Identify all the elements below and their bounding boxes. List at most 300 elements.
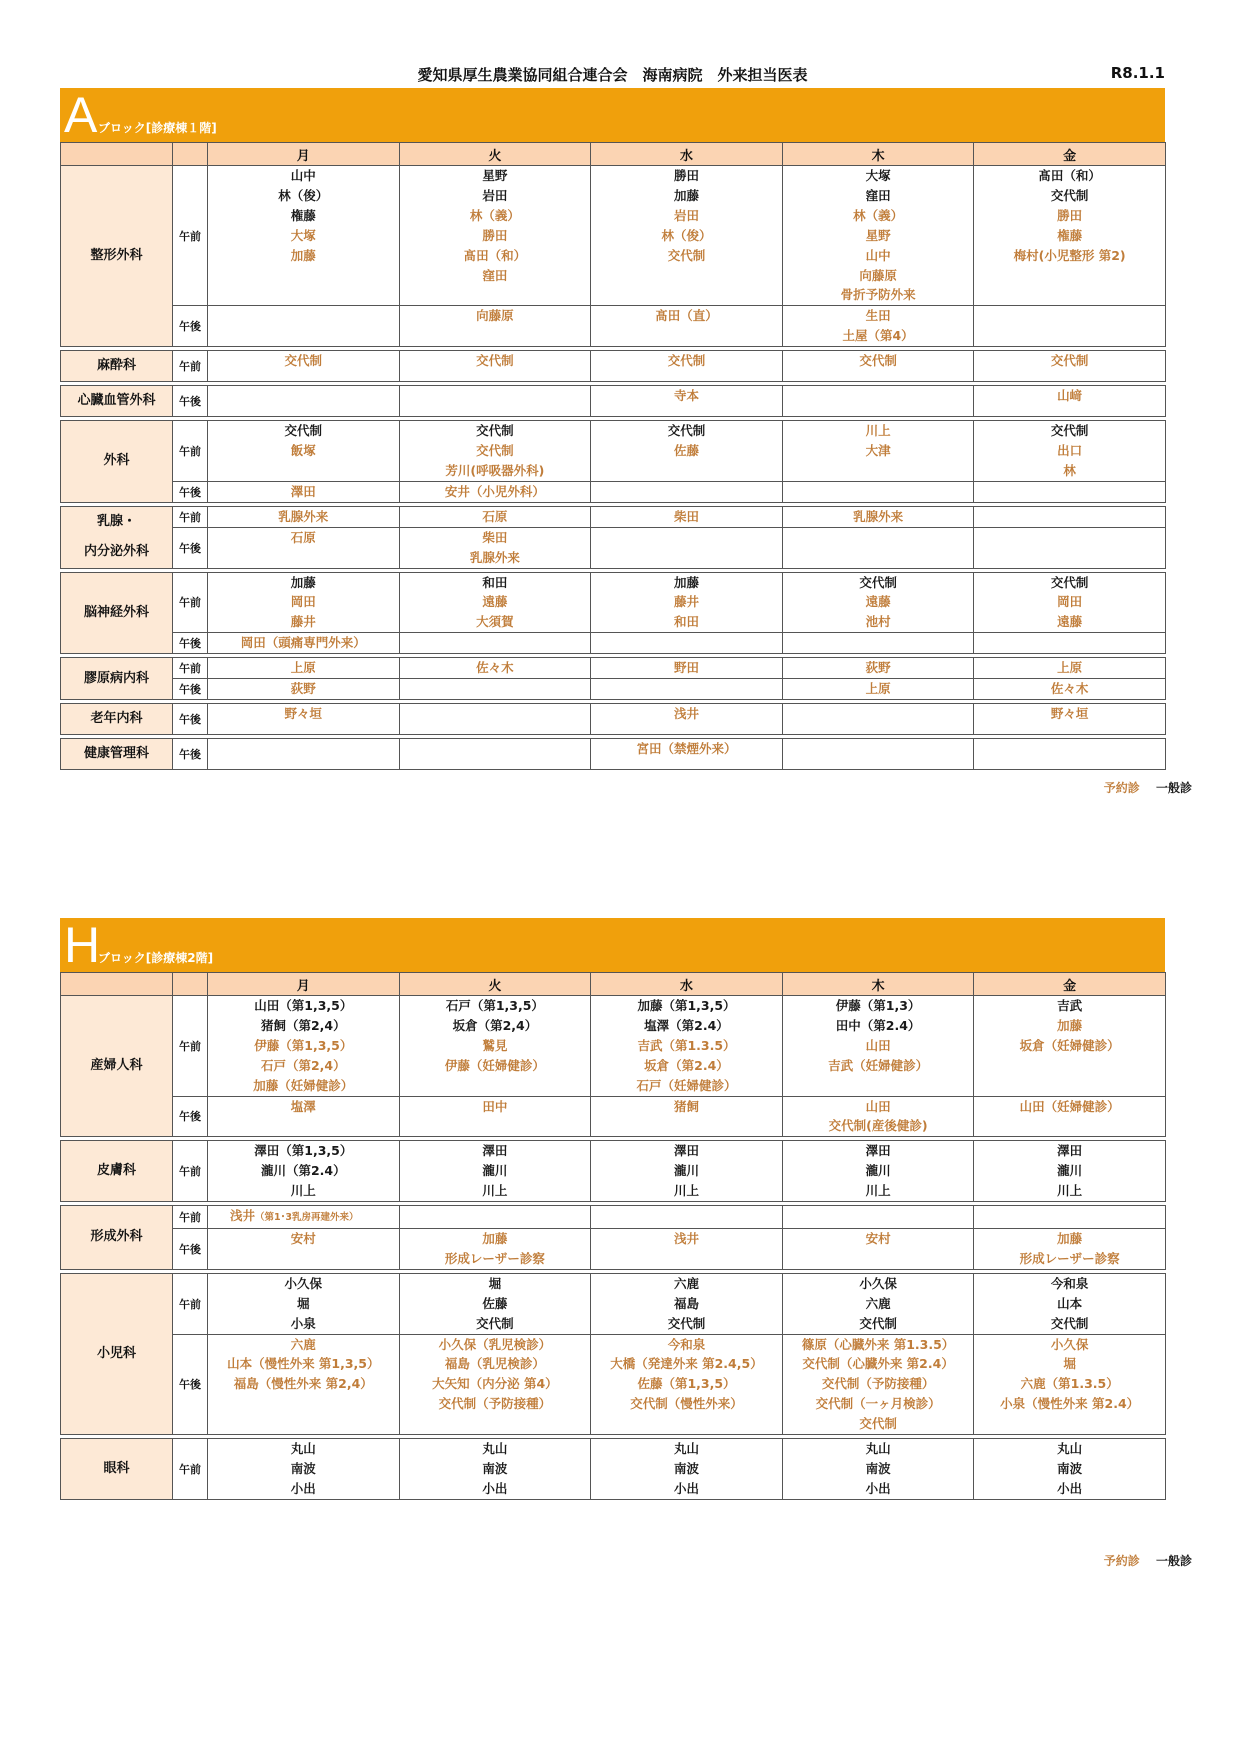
doctor-cell (974, 506, 1166, 527)
doctor-cell (208, 166, 400, 306)
department-name-line: 形成外科 (90, 1229, 143, 1245)
doctor-cell (974, 633, 1166, 654)
session-label: 午前 (173, 658, 208, 679)
general-doctor: 小泉 (290, 1315, 316, 1331)
doctor-cell (782, 481, 974, 502)
session-label: 午前 (173, 351, 208, 382)
doctor-cell (782, 166, 974, 306)
reserved-doctor: 芳川(呼吸器外科) (445, 462, 545, 478)
doctor-cell (399, 306, 591, 347)
reserved-doctor: 塩澤 (290, 1098, 316, 1114)
doctor-cell (782, 1334, 974, 1435)
reserved-doctor: 乳腺外来 (469, 549, 520, 565)
department-name-line: 眼科 (103, 1460, 130, 1476)
doctor-cell (591, 996, 783, 1097)
doctor-cell (974, 1096, 1166, 1137)
doctor-cell (399, 386, 591, 417)
revision-date: R8.1.1 (1110, 64, 1165, 82)
department-name (61, 1206, 173, 1270)
reserved-doctor: 池村 (865, 614, 891, 630)
doctor-cell (208, 1273, 400, 1334)
doctor-cell (399, 421, 591, 482)
legend-general: 一般診 (1155, 1554, 1192, 1568)
reserved-doctor: 乳腺外来 (278, 508, 329, 524)
day-header: 水 (591, 143, 783, 166)
session-label: 午前 (173, 572, 208, 633)
general-doctor: 伊藤（第1,3） (835, 998, 921, 1013)
reserved-doctor: 大橋（発達外来 第2.4,5） (610, 1356, 763, 1372)
reserved-doctor: 交代制 (284, 353, 323, 369)
schedule-row (61, 1141, 1166, 1202)
doctor-cell (974, 658, 1166, 679)
general-doctor: 瀧川 (673, 1163, 699, 1179)
doctor-cell (974, 738, 1166, 769)
general-doctor: 南波 (673, 1460, 699, 1476)
doctor-cell (591, 572, 783, 633)
department-name (61, 658, 173, 700)
reserved-doctor: 飯塚 (290, 443, 316, 459)
reserved-doctor: 加藤 (1057, 1017, 1083, 1033)
reserved-doctor: 交代制 (859, 1416, 897, 1432)
reserved-doctor: 交代制（一ヶ月検診） (815, 1396, 941, 1412)
session-label: 午後 (173, 306, 208, 347)
reserved-doctor: 山田 (865, 1098, 891, 1114)
reserved-doctor: 田中 (482, 1098, 508, 1114)
reserved-doctor: 佐々木 (1050, 681, 1089, 697)
general-doctor: 瀧川 (865, 1163, 891, 1179)
doctor-cell (591, 166, 783, 306)
general-doctor: 田中（第2.4） (835, 1017, 921, 1033)
doctor-cell (782, 506, 974, 527)
doctor-cell (782, 703, 974, 734)
reserved-doctor: 六鹿 (290, 1336, 316, 1352)
department-name (61, 1141, 173, 1202)
general-doctor: 交代制 (1050, 1315, 1089, 1331)
general-doctor: 南波 (1057, 1460, 1083, 1476)
doctor-cell (591, 306, 783, 347)
page-title: 愛知県厚生農業協同組合連合会 海南病院 外来担当医表 (417, 66, 808, 84)
department-name (61, 572, 173, 654)
doctor-cell (208, 306, 400, 347)
general-doctor: 加藤 (290, 574, 316, 590)
session-label: 午後 (173, 386, 208, 417)
doctor-cell (782, 1273, 974, 1334)
reserved-doctor: 交代制(産後健診) (828, 1118, 928, 1134)
reserved-doctor: 交代制 (859, 353, 897, 369)
department-name-line: 産婦人科 (90, 1058, 143, 1074)
reserved-doctor: 寺本 (673, 388, 699, 404)
doctor-cell (208, 527, 400, 568)
general-doctor: 加藤（第1,3,5） (637, 998, 736, 1013)
session-label: 午後 (173, 1334, 208, 1435)
reserved-doctor: 林（義） (853, 207, 904, 223)
reserved-doctor: 岡田（頭痛専門外来） (240, 635, 366, 651)
reserved-doctor: 和田 (673, 614, 699, 630)
reserved-doctor: 加藤 (290, 247, 316, 263)
doctor-cell (974, 527, 1166, 568)
doctor-cell (974, 703, 1166, 734)
reserved-doctor: 向藤原 (859, 267, 897, 283)
doctor-cell (208, 481, 400, 502)
day-header: 水 (591, 973, 783, 996)
block-subtitle: ブロック[診療棟１階] (98, 121, 217, 135)
reserved-doctor: 山﨑 (1057, 388, 1083, 404)
doctor-cell (399, 1334, 591, 1435)
general-doctor: 交代制 (667, 423, 706, 439)
reserved-doctor: 野田 (673, 660, 699, 676)
session-label: 午前 (173, 1273, 208, 1334)
doctor-cell (399, 1228, 591, 1269)
department-name-line: 膠原病内科 (83, 670, 149, 686)
reserved-doctor: 交代制（予防接種） (438, 1396, 552, 1412)
reserved-doctor: 石戸（第2,4） (260, 1057, 346, 1073)
general-doctor: 佐藤 (482, 1295, 508, 1311)
department-name (61, 738, 173, 769)
doctor-cell (974, 481, 1166, 502)
doctor-cell (208, 1439, 400, 1500)
general-doctor: 澤田 (673, 1143, 699, 1159)
doctor-cell (591, 1228, 783, 1269)
reserved-doctor: 大須賀 (476, 614, 514, 630)
reserved-doctor: 佐々木 (476, 660, 514, 676)
doctor-cell (399, 527, 591, 568)
doctor-cell (782, 527, 974, 568)
general-doctor: 丸山 (673, 1441, 699, 1457)
reserved-doctor: 浅井 (673, 1230, 699, 1246)
doctor-cell (208, 996, 400, 1097)
general-doctor: 猪飼（第2,4） (260, 1017, 346, 1033)
general-doctor: 権藤 (290, 207, 316, 223)
general-doctor: 丸山 (482, 1441, 508, 1457)
session-label: 午後 (173, 1228, 208, 1269)
reserved-doctor: 伊藤（妊婦健診） (444, 1057, 545, 1073)
reserved-doctor: 遠藤 (482, 594, 508, 610)
doctor-cell (399, 572, 591, 633)
day-header: 金 (974, 973, 1166, 996)
department-name-line: 健康管理科 (83, 745, 149, 761)
reserved-doctor: 形成レーザー診察 (1019, 1250, 1120, 1266)
reserved-doctor: 岡田 (1057, 594, 1083, 610)
general-doctor: 小出 (482, 1480, 508, 1496)
doctor-cell (782, 351, 974, 382)
doctor-cell (591, 421, 783, 482)
doctor-cell (974, 679, 1166, 700)
general-doctor: 交代制 (476, 1315, 514, 1331)
schedule-row (61, 506, 1166, 527)
department-name-line: 麻酔科 (96, 358, 136, 374)
reserved-doctor: 川上 (865, 423, 891, 439)
department-name-line: 整形外科 (90, 248, 143, 264)
doctor-cell (782, 572, 974, 633)
day-header: 木 (782, 143, 974, 166)
general-doctor: 交代制 (859, 574, 897, 590)
schedule-row (61, 679, 1166, 700)
reserved-doctor: 柴田 (482, 529, 508, 545)
doctor-cell (591, 679, 783, 700)
doctor-cell (591, 1334, 783, 1435)
reserved-doctor: 大津 (865, 443, 891, 459)
general-doctor: 星野 (482, 168, 508, 183)
block-banner (60, 88, 1165, 142)
reserved-doctor: 向藤原 (476, 308, 514, 324)
reserved-doctor: 浅井（第1･3乳房再建外来） (230, 1208, 359, 1224)
schedule-row (61, 572, 1166, 633)
reserved-doctor: 林 (1063, 462, 1076, 478)
doctor-cell (399, 703, 591, 734)
block-a (60, 88, 1165, 770)
schedule-row (61, 738, 1166, 769)
doctor-cell (399, 1096, 591, 1137)
schedule-row (61, 1206, 1166, 1229)
general-doctor: 加藤 (673, 187, 699, 203)
reserved-doctor: 安井（小児外科） (444, 483, 545, 499)
reserved-doctor: 交代制（心臓外来 第2.4） (802, 1356, 954, 1372)
header-corner (61, 973, 173, 996)
doctor-cell (591, 1206, 783, 1229)
reserved-doctor: 遠藤 (865, 594, 891, 610)
general-doctor: 山本 (1057, 1295, 1083, 1311)
schedule-row (61, 386, 1166, 417)
doctor-cell (591, 703, 783, 734)
reserved-doctor: 勝田 (1057, 207, 1083, 223)
doctor-cell (974, 1228, 1166, 1269)
schedule-row (61, 421, 1166, 482)
reserved-doctor: 交代制（慢性外来） (630, 1396, 743, 1412)
day-header: 月 (208, 973, 400, 996)
doctor-cell (974, 996, 1166, 1097)
reserved-doctor: 交代制 (667, 353, 706, 369)
department-name-line: 皮膚科 (96, 1163, 136, 1179)
doctor-cell (782, 386, 974, 417)
reserved-doctor: 猪飼 (673, 1098, 699, 1114)
reserved-doctor: 福島（乳児検診） (444, 1356, 545, 1372)
session-label: 午後 (173, 679, 208, 700)
schedule-table (60, 972, 1166, 1500)
general-doctor: 坂倉（第2,4） (452, 1017, 538, 1033)
reserved-doctor: 大塚 (290, 227, 316, 243)
schedule-row (61, 1334, 1166, 1435)
session-label: 午後 (173, 633, 208, 654)
doctor-cell (974, 351, 1166, 382)
general-doctor: 窪田 (865, 187, 891, 203)
reserved-doctor: 伊藤（第1,3,5） (254, 1037, 353, 1053)
doctor-cell (782, 738, 974, 769)
doctor-cell (591, 351, 783, 382)
doctor-cell (591, 1439, 783, 1500)
reserved-doctor: 篠原（心臓外来 第1.3.5） (801, 1336, 955, 1352)
day-header: 火 (399, 973, 591, 996)
reserved-doctor: 吉武（妊婦健診） (828, 1057, 929, 1073)
general-doctor: 澤田（第1,3,5） (254, 1143, 353, 1159)
doctor-cell (974, 386, 1166, 417)
doctor-cell (591, 1096, 783, 1137)
reserved-doctor: 藤井 (290, 614, 316, 630)
department-name-line: 小児科 (96, 1345, 136, 1361)
general-doctor: 澤田 (1057, 1143, 1083, 1159)
reserved-doctor: 荻野 (865, 660, 891, 676)
reserved-doctor: 髙田（直） (655, 308, 718, 324)
reserved-doctor: 上原 (290, 660, 316, 676)
reserved-doctor: 髙田（和） (463, 247, 527, 263)
general-doctor: 岩田 (482, 187, 508, 203)
schedule-row (61, 658, 1166, 679)
legend-general: 一般診 (1155, 781, 1192, 795)
reserved-doctor: 佐藤 (673, 443, 699, 459)
doctor-cell (974, 306, 1166, 347)
reserved-doctor: 六鹿（第1.3.5） (1020, 1376, 1119, 1392)
doctor-cell (399, 1141, 591, 1202)
legend-a (1104, 779, 1192, 796)
doctor-cell (399, 351, 591, 382)
reserved-doctor: 安村 (290, 1230, 316, 1246)
general-doctor: 南波 (290, 1460, 316, 1476)
reserved-doctor: 福島（慢性外来 第2,4） (233, 1376, 373, 1392)
doctor-cell (974, 1439, 1166, 1500)
day-header-row (61, 143, 1166, 166)
general-doctor: 加藤 (673, 574, 699, 590)
doctor-cell (782, 679, 974, 700)
general-doctor: 川上 (673, 1183, 699, 1199)
doctor-cell (208, 703, 400, 734)
reserved-doctor: 遠藤 (1057, 614, 1083, 630)
doctor-cell (208, 506, 400, 527)
doctor-cell (782, 1206, 974, 1229)
day-header: 火 (399, 143, 591, 166)
schedule-row (61, 306, 1166, 347)
doctor-cell (208, 1096, 400, 1137)
reserved-doctor: 交代制 (476, 353, 514, 369)
reserved-doctor: 交代制 (1050, 353, 1089, 369)
doctor-cell (208, 633, 400, 654)
page-header (60, 64, 1165, 86)
reserved-doctor: 藤井 (673, 594, 699, 610)
doctor-cell (399, 633, 591, 654)
doctor-cell (208, 386, 400, 417)
doctor-cell (974, 421, 1166, 482)
session-label: 午前 (173, 506, 208, 527)
doctor-cell (782, 421, 974, 482)
schedule-row (61, 527, 1166, 568)
doctor-cell (208, 1334, 400, 1435)
general-doctor: 堀 (488, 1275, 502, 1291)
department-name-line: 心臓血管外科 (77, 393, 156, 409)
reserved-doctor: 骨折予防外来 (840, 287, 916, 303)
legend-h (1104, 1552, 1192, 1569)
doctor-cell (591, 633, 783, 654)
header-time-corner (173, 973, 208, 996)
general-doctor: 福島 (673, 1295, 699, 1311)
doctor-cell (782, 996, 974, 1097)
reserved-doctor: 安村 (865, 1230, 891, 1246)
doctor-cell (399, 1206, 591, 1229)
reserved-doctor: 山中 (865, 247, 891, 263)
schedule-row (61, 1096, 1166, 1137)
general-doctor: 今和泉 (1050, 1275, 1089, 1291)
general-doctor: 髙田（和） (1038, 168, 1101, 183)
general-doctor: 和田 (482, 574, 508, 590)
general-doctor: 丸山 (865, 1441, 891, 1457)
reserved-doctor: 星野 (865, 227, 891, 243)
doctor-cell (974, 1206, 1166, 1229)
doctor-note: （第1･3乳房再建外来） (255, 1212, 359, 1224)
reserved-doctor: 坂倉（第2.4） (644, 1057, 729, 1073)
general-doctor: 交代制 (859, 1315, 897, 1331)
doctor-cell (399, 481, 591, 502)
doctor-cell (782, 658, 974, 679)
department-name-line: 外科 (103, 453, 130, 469)
general-doctor: 丸山 (1057, 1441, 1083, 1457)
general-doctor: 交代制 (1050, 423, 1089, 439)
doctor-cell (974, 1273, 1166, 1334)
general-doctor: 小出 (1057, 1480, 1083, 1496)
schedule-row (61, 351, 1166, 382)
schedule-table (60, 142, 1166, 770)
general-doctor: 丸山 (290, 1441, 316, 1457)
general-doctor: 瀧川 (1057, 1163, 1083, 1179)
department-name-line: 老年内科 (90, 710, 143, 726)
doctor-cell (782, 1228, 974, 1269)
reserved-doctor: 権藤 (1057, 227, 1083, 243)
schedule-row (61, 1228, 1166, 1269)
reserved-doctor: 岡田 (290, 594, 316, 610)
reserved-doctor: 出口 (1057, 443, 1083, 459)
general-doctor: 大塚 (865, 168, 891, 183)
general-doctor: 交代制 (667, 1315, 706, 1331)
general-doctor: 塩澤（第2.4） (644, 1017, 729, 1033)
reserved-doctor: 宮田（禁煙外来） (636, 740, 737, 756)
session-label: 午前 (173, 1206, 208, 1229)
reserved-doctor: 生田 (865, 308, 891, 324)
doctor-cell (974, 1334, 1166, 1435)
general-doctor: 瀧川 (482, 1163, 508, 1179)
general-doctor: 小久保 (859, 1275, 897, 1291)
session-label: 午後 (173, 738, 208, 769)
general-doctor: 山田（第1,3,5） (254, 998, 353, 1013)
doctor-cell (782, 1439, 974, 1500)
doctor-cell (399, 506, 591, 527)
day-header: 木 (782, 973, 974, 996)
session-label: 午後 (173, 703, 208, 734)
reserved-doctor: 山田（妊婦健診） (1019, 1098, 1120, 1114)
department-name (61, 351, 173, 382)
doctor-cell (399, 658, 591, 679)
general-doctor: 交代制 (476, 423, 514, 439)
doctor-cell (208, 1206, 400, 1229)
general-doctor: 川上 (1057, 1183, 1083, 1199)
doctor-cell (208, 738, 400, 769)
reserved-doctor: 乳腺外来 (853, 508, 904, 524)
doctor-cell (399, 1273, 591, 1334)
schedule-row (61, 996, 1166, 1097)
reserved-doctor: 土屋（第4） (842, 328, 914, 344)
reserved-doctor: 山本（慢性外来 第1,3,5） (227, 1356, 380, 1372)
reserved-doctor: 堀 (1063, 1356, 1076, 1372)
reserved-doctor: 石原 (482, 508, 508, 524)
general-doctor: 堀 (297, 1295, 310, 1311)
general-doctor: 六鹿 (865, 1295, 891, 1311)
doctor-cell (591, 386, 783, 417)
schedule-row (61, 633, 1166, 654)
doctor-cell (974, 1141, 1166, 1202)
department-name-line: 脳神経外科 (83, 604, 149, 620)
reserved-doctor: 吉武（第1.3.5） (637, 1037, 736, 1053)
doctor-cell (591, 1141, 783, 1202)
doctor-cell (399, 1439, 591, 1500)
reserved-doctor: 大矢知（内分泌 第4） (432, 1376, 558, 1392)
reserved-doctor: 勝田 (482, 227, 508, 243)
doctor-cell (208, 679, 400, 700)
day-header-row (61, 973, 1166, 996)
